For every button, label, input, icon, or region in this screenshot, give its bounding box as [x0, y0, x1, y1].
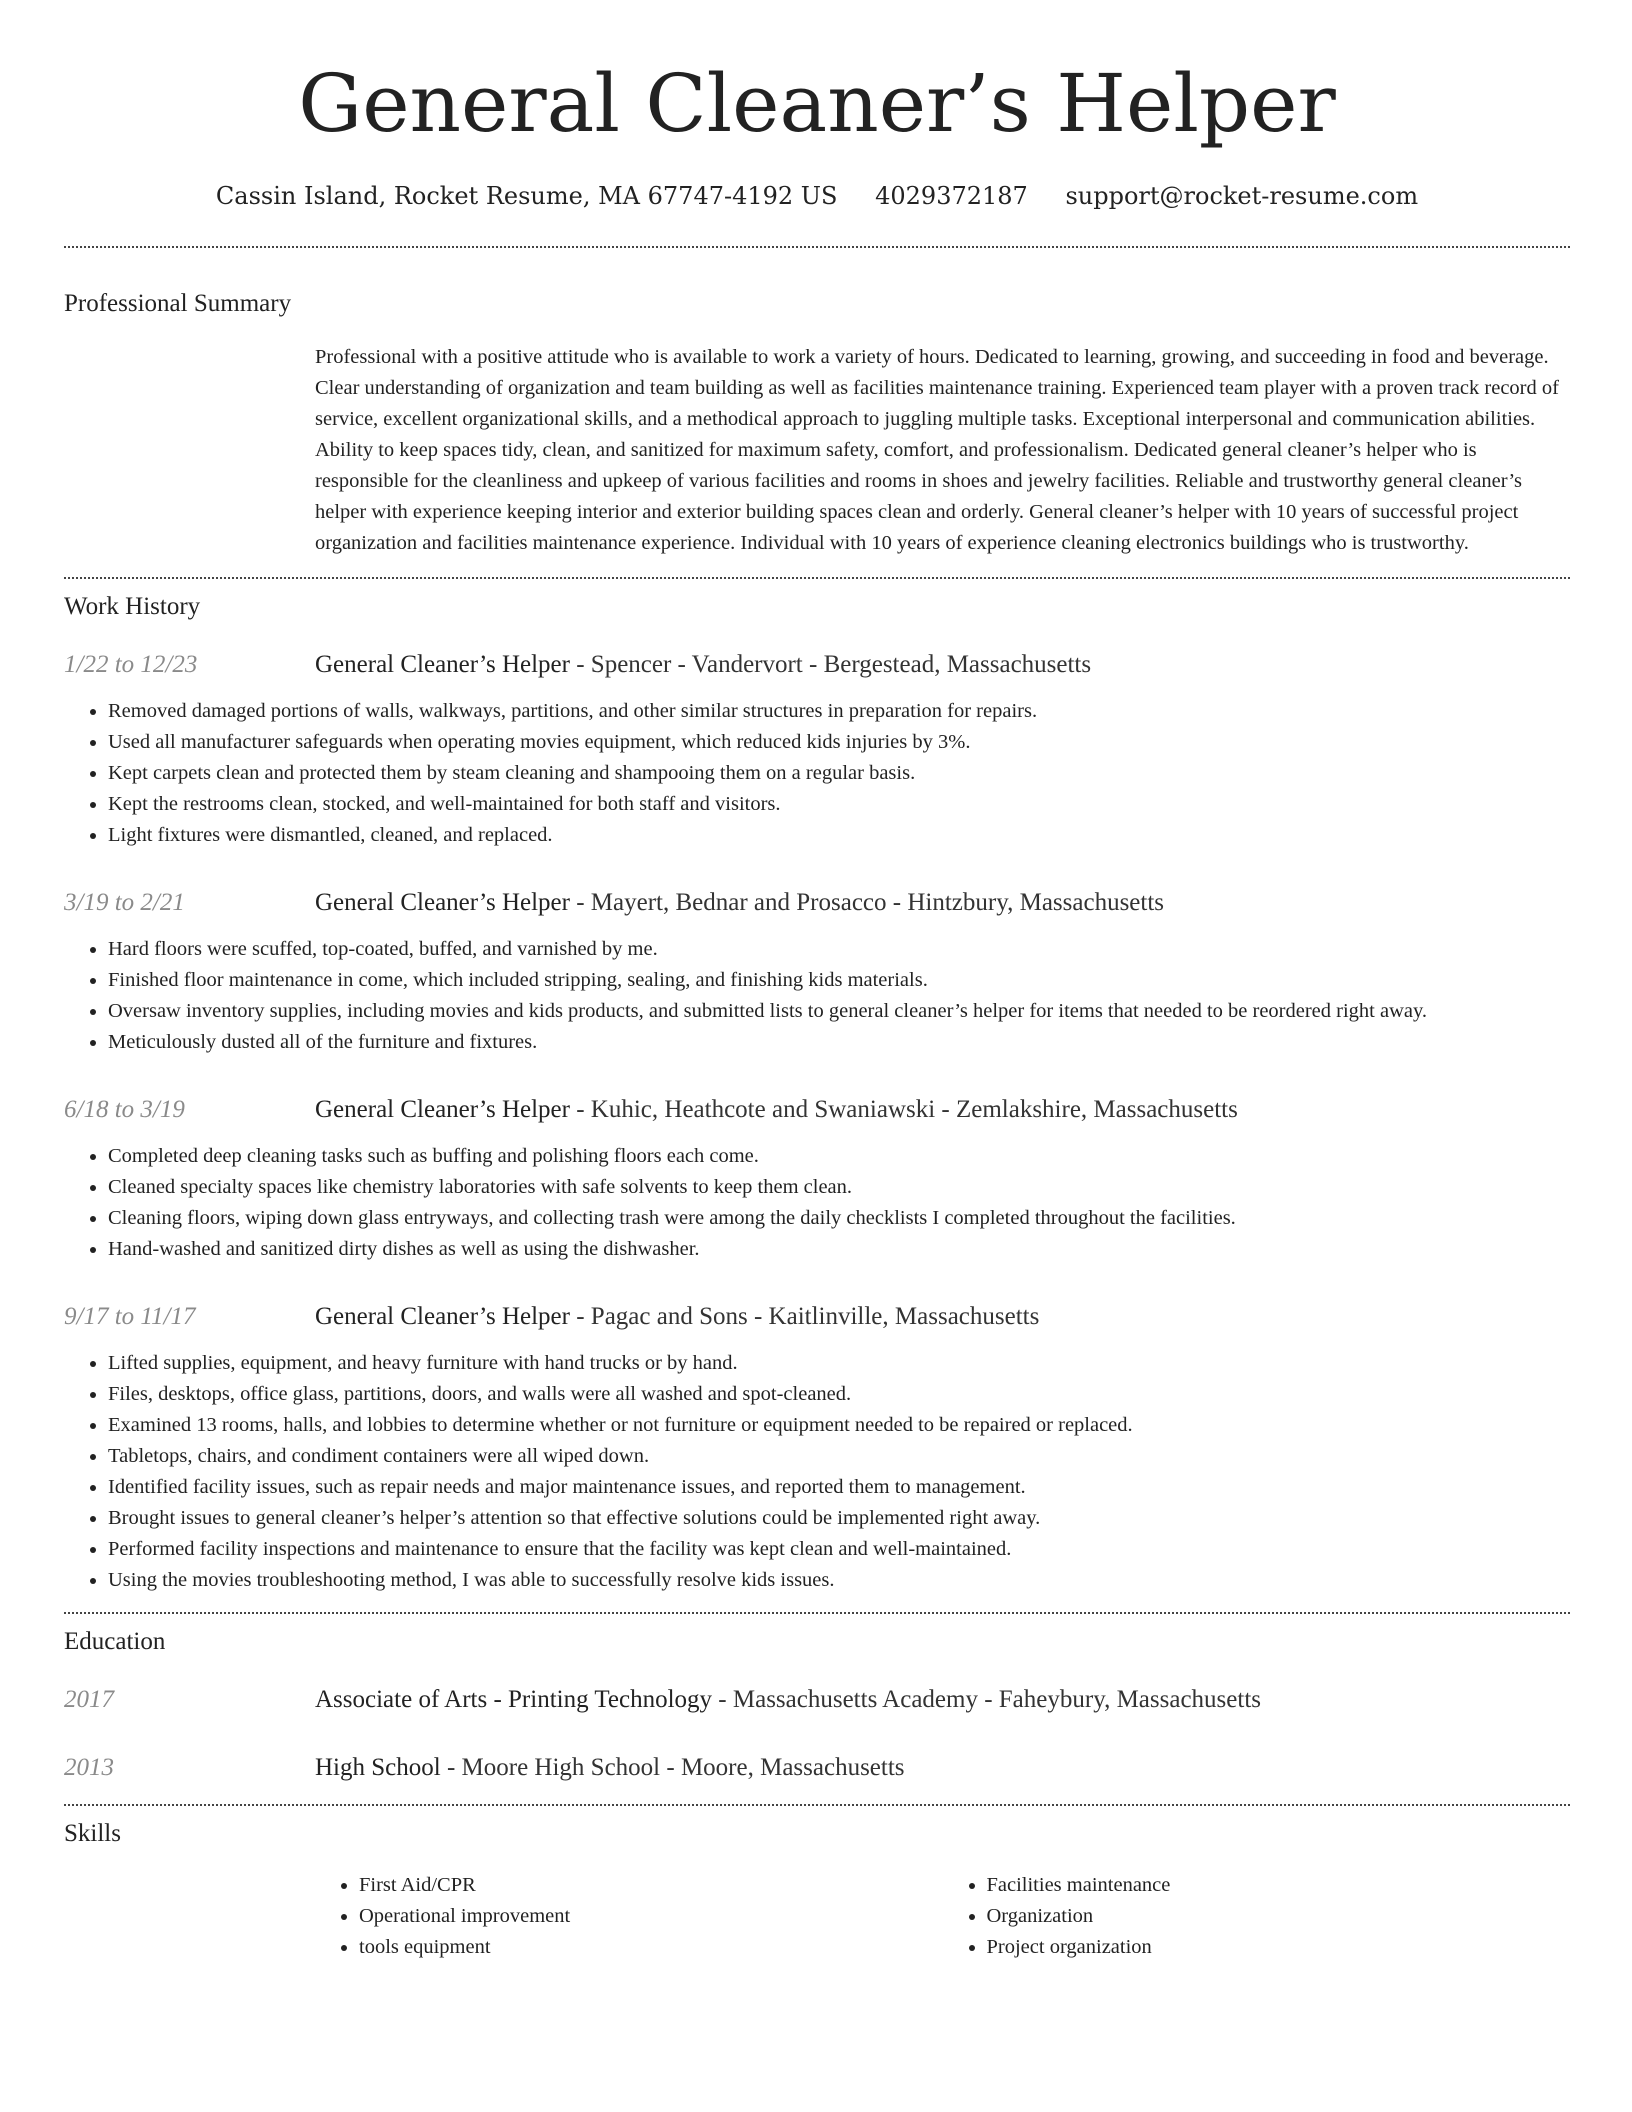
job-role: General Cleaner’s Helper [315, 651, 570, 678]
skill-item: • tools equipment [359, 1932, 943, 1963]
divider [64, 1804, 1570, 1806]
list-item: • Brought issues to general cleaner’s helper’s attention so that effective solutions could be implemented right away. [108, 1503, 1570, 1534]
skills-list-left [315, 1870, 943, 1963]
address: Cassin Island, Rocket Resume, MA 67747-4192 US [215, 182, 838, 210]
list-item: • Light fixtures were dismantled, cleaned, and replaced. [108, 820, 1570, 851]
section-title-skills: Skills [64, 1820, 121, 1847]
list-item: • Hand-washed and sanitized dirty dishes as well as using the dishwasher. [108, 1234, 1570, 1265]
job-details: - Spencer - Vandervort - Bergestead, Massachusetts [569, 651, 1092, 678]
candidate-name: General Cleaner’s Helper [298, 57, 1336, 150]
resume-page [64, 0, 1570, 1963]
job-title [315, 1301, 1570, 1333]
list-item: • Tabletops, chairs, and condiment containers were all wiped down. [108, 1441, 1570, 1472]
list-item: • Lifted supplies, equipment, and heavy furniture with hand trucks or by hand. [108, 1348, 1570, 1379]
job-details: - Pagac and Sons - Kaitlinville, Massachusetts [569, 1303, 1040, 1330]
education-year: 2013 [64, 1754, 114, 1781]
job-entry [64, 1094, 1570, 1265]
section-title-summary: Professional Summary [64, 290, 292, 317]
list-item: • Removed damaged portions of walls, walkways, partitions, and other similar structures in preparation for repairs. [108, 696, 1570, 727]
list-item: • Identified facility issues, such as repair needs and major maintenance issues, and reported them to management. [108, 1472, 1570, 1503]
list-item: • Used all manufacturer safeguards when operating movies equipment, which reduced kids injuries by 3%. [108, 727, 1570, 758]
email: support@rocket-resume.com [1065, 182, 1419, 210]
school-details: - Moore High School - Moore, Massachusetts [440, 1754, 905, 1781]
job-dates: 6/18 to 3/19 [64, 1096, 185, 1123]
section-title-work: Work History [64, 593, 201, 620]
job-title [315, 1094, 1570, 1126]
list-item: • Completed deep cleaning tasks such as buffing and polishing floors each come. [108, 1141, 1570, 1172]
list-item: • Cleaned specialty spaces like chemistry laboratories with safe solvents to keep them clean. [108, 1172, 1570, 1203]
list-item: • Performed facility inspections and maintenance to ensure that the facility was kept clean and well-maintained. [108, 1534, 1570, 1565]
job-dates: 9/17 to 11/17 [64, 1303, 196, 1330]
skill-item: • Facilities maintenance [987, 1870, 1571, 1901]
education-year: 2017 [64, 1686, 114, 1713]
job-title [315, 649, 1570, 681]
job-details: - Kuhic, Heathcote and Swaniawski - Zemlakshire, Massachusetts [569, 1096, 1238, 1123]
education-entry [64, 1684, 1570, 1716]
list-item: • Meticulously dusted all of the furniture and fixtures. [108, 1027, 1570, 1058]
contact-line [64, 180, 1570, 212]
education-title [315, 1752, 1570, 1784]
job-bullets [64, 1141, 1570, 1265]
education-entry [64, 1752, 1570, 1784]
job-entry [64, 887, 1570, 1058]
list-item: • Finished floor maintenance in come, which included stripping, sealing, and finishing kids materials. [108, 965, 1570, 996]
divider [64, 1612, 1570, 1614]
list-item: • Files, desktops, office glass, partitions, doors, and walls were all washed and spot-cleaned. [108, 1379, 1570, 1410]
job-dates: 1/22 to 12/23 [64, 651, 198, 678]
job-details: - Mayert, Bednar and Prosacco - Hintzbury, Massachusetts [569, 889, 1165, 916]
job-role: General Cleaner’s Helper [315, 1303, 570, 1330]
list-item: • Hard floors were scuffed, top-coated, buffed, and varnished by me. [108, 934, 1570, 965]
divider [64, 246, 1570, 248]
degree: High School [315, 1754, 441, 1781]
summary-text: Professional with a positive attitude who is available to work a variety of hours. Dedicated to learning, growing, and succeeding in food and beverage. Clear understanding of organization and team building as well as facilities maintenance training. Experienced team player with a proven track record of service, excellent organizational skills, and a methodical approach to juggling multiple tasks. Exceptional interpersonal and communication abilities. Ability to keep spaces tidy, clean, and sanitized for maximum safety, comfort, and professionalism. Dedicated general cleaner’s helper who is responsible for the cleanliness and upkeep of various facilities and rooms in shoes and jewelry facilities. Reliable and trustworthy general cleaner’s helper with experience keeping interior and exterior building spaces clean and orderly. General cleaner’s helper with 10 years of successful project organization and facilities maintenance experience. Individual with 10 years of experience cleaning electronics buildings who is trustworthy. [315, 346, 1559, 554]
job-dates: 3/19 to 2/21 [64, 889, 185, 916]
skills-list-right [943, 1870, 1571, 1963]
degree: Associate of Arts - Printing Technology [315, 1686, 713, 1713]
skill-item: • First Aid/CPR [359, 1870, 943, 1901]
job-role: General Cleaner’s Helper [315, 1096, 570, 1123]
list-item: • Kept the restrooms clean, stocked, and well-maintained for both staff and visitors. [108, 789, 1570, 820]
list-item: • Using the movies troubleshooting method, I was able to successfully resolve kids issues. [108, 1565, 1570, 1596]
job-title [315, 887, 1570, 919]
divider [64, 577, 1570, 579]
job-entry [64, 649, 1570, 851]
list-item: • Examined 13 rooms, halls, and lobbies to determine whether or not furniture or equipment needed to be repaired or replaced. [108, 1410, 1570, 1441]
school-details: - Massachusetts Academy - Faheybury, Massachusetts [712, 1686, 1261, 1713]
job-bullets [64, 934, 1570, 1058]
list-item: • Cleaning floors, wiping down glass entryways, and collecting trash were among the daily checklists I completed throughout the facilities. [108, 1203, 1570, 1234]
education-title [315, 1684, 1570, 1716]
section-title-education: Education [64, 1628, 166, 1655]
job-role: General Cleaner’s Helper [315, 889, 570, 916]
list-item: • Kept carpets clean and protected them by steam cleaning and shampooing them on a regular basis. [108, 758, 1570, 789]
list-item: • Oversaw inventory supplies, including movies and kids products, and submitted lists to general cleaner’s helper for items that needed to be reordered right away. [108, 996, 1570, 1027]
job-bullets [64, 1348, 1570, 1596]
job-bullets [64, 696, 1570, 851]
skills-columns [315, 1870, 1570, 1963]
skill-item: • Project organization [987, 1932, 1571, 1963]
phone: 4029372187 [875, 182, 1028, 210]
skill-item: • Operational improvement [359, 1901, 943, 1932]
job-entry [64, 1301, 1570, 1596]
skill-item: • Organization [987, 1901, 1571, 1932]
